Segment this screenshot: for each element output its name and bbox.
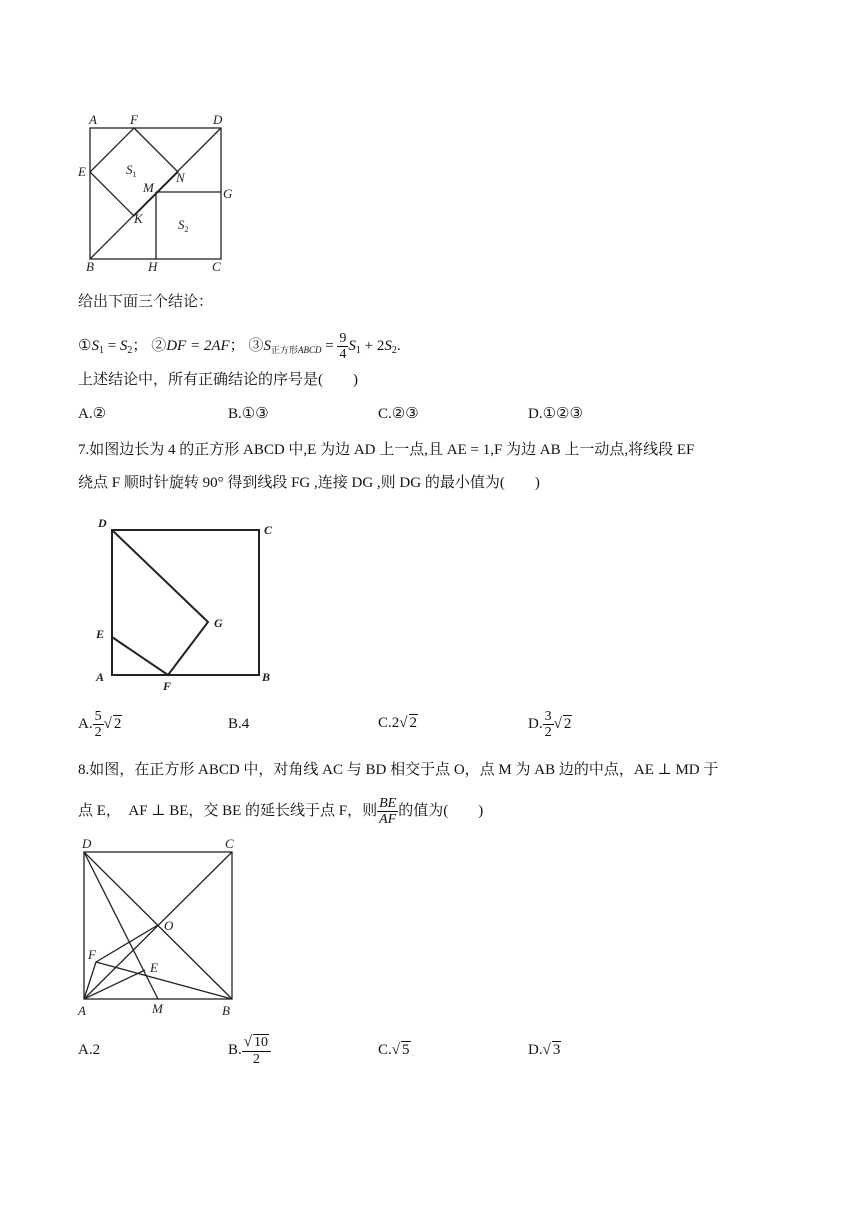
label-f: F	[88, 947, 96, 962]
subscript: 1	[355, 344, 361, 356]
symbol-s: S	[263, 337, 271, 354]
q8-option-b[interactable]	[228, 1030, 271, 1070]
q6-intro: 给出下面三个结论：	[78, 294, 214, 310]
symbol-s: S	[119, 337, 128, 354]
numerator: 3	[544, 709, 552, 725]
q8-figure	[72, 834, 247, 1019]
denominator: 2	[544, 725, 552, 741]
q6-conclusions	[78, 331, 401, 362]
radicand: 10	[254, 1035, 268, 1051]
q6-option-c[interactable]: C.②③	[378, 406, 419, 422]
q6-option-d[interactable]: D.①②③	[528, 406, 583, 422]
q7-line-1: 7.如图边长为 4 的正方形 ABCD 中,E 为边 AD 上一点,且 AE = 1,F 为边 AB 上一动点,将线段 EF	[78, 442, 695, 458]
sqrt-sign-icon: √	[243, 1034, 252, 1051]
q8-line-2-start: 点 E， AF ⊥ BE，交 BE 的延长线于点 F，则	[78, 803, 378, 819]
conclusion-2-expression: DF = 2AF	[166, 337, 230, 354]
label-d: D	[213, 112, 223, 127]
q8-line-2-end: 的值为( )	[398, 803, 484, 819]
separator: ；	[132, 337, 148, 354]
segment-ae	[84, 970, 145, 999]
subscript-abcd: ABCD	[297, 344, 322, 355]
radicand: 5	[402, 1042, 410, 1058]
subscript-square: 正方形	[270, 344, 298, 355]
label-c: C	[225, 836, 234, 851]
label-a: A	[89, 112, 97, 127]
q7-option-d[interactable]	[528, 706, 572, 742]
label-b: B	[86, 259, 94, 274]
label-m: M	[143, 180, 154, 195]
label-k: K	[134, 211, 143, 226]
label-e: E	[150, 960, 158, 975]
equals: =	[103, 337, 120, 354]
coefficient: 2	[391, 715, 400, 731]
q7-option-c[interactable]	[378, 713, 418, 733]
denominator: AF	[379, 812, 397, 828]
fraction-be-af	[377, 796, 398, 827]
sqrt-sign-icon: √	[553, 716, 562, 732]
q8-line-1: 8.如图，在正方形 ABCD 中，对角线 AC 与 BD 相交于点 O，点 M 为 AB 边的中点，AE ⊥ MD 于	[78, 762, 719, 778]
label-e: E	[96, 627, 105, 641]
separator: ；	[229, 337, 245, 354]
label-f: F	[130, 112, 138, 127]
q6-figure	[74, 110, 244, 275]
symbol-s: S	[91, 337, 99, 354]
option-letter: C.	[378, 715, 392, 731]
symbol-s: S	[348, 337, 356, 354]
subscript: 2	[391, 344, 397, 356]
q8-option-d[interactable]	[528, 1040, 561, 1060]
q6-option-b[interactable]: B.①③	[228, 406, 269, 422]
q8-line-2	[78, 792, 483, 830]
option-letter: B.	[228, 1042, 242, 1058]
radicand: 2	[563, 716, 572, 732]
label-c: C	[264, 523, 273, 537]
label-s1: $S_1$	[126, 162, 137, 179]
path-d-g-f-e	[112, 530, 208, 675]
label-d: D	[98, 516, 107, 530]
q6-question: 上述结论中，所有正确结论的序号是( )	[78, 372, 358, 388]
radicand: 2	[113, 716, 122, 732]
q7-figure	[92, 512, 282, 690]
q7-line-2: 绕点 F 顺时针旋转 90° 得到线段 FG ,连接 DG ,则 DG 的最小值为( )	[78, 475, 540, 491]
fraction	[543, 709, 554, 740]
label-e: E	[78, 164, 86, 179]
label-m: M	[152, 1001, 163, 1016]
label-h: H	[148, 259, 158, 274]
label-b: B	[262, 670, 271, 684]
path-a-f-b	[84, 962, 232, 999]
option-letter: A.	[78, 716, 93, 732]
q7-option-b[interactable]: B.4	[228, 716, 250, 732]
denominator: 2	[252, 1052, 260, 1068]
period: .	[396, 337, 401, 354]
sqrt-sign-icon: √	[542, 1042, 551, 1058]
conclusion-1-number: ①	[78, 337, 92, 354]
label-g: G	[223, 186, 233, 201]
segment-dm	[84, 852, 158, 999]
numerator: BE	[379, 796, 397, 812]
numerator: 5	[94, 709, 102, 725]
option-letter: D.	[528, 716, 543, 732]
sqrt-sign-icon: √	[399, 715, 408, 731]
conclusion-3-number: ③	[248, 337, 264, 354]
label-c: C	[212, 259, 221, 274]
q8-option-c[interactable]	[378, 1040, 411, 1060]
conclusion-2-number: ②	[151, 337, 167, 354]
radicand: 3	[552, 1042, 561, 1058]
sqrt-sign-icon: √	[391, 1042, 400, 1058]
label-s2: $S_2$	[178, 217, 189, 234]
symbol-s: S	[384, 337, 392, 354]
fraction	[242, 1034, 271, 1067]
label-a: A	[78, 1003, 86, 1018]
q7-option-a[interactable]	[78, 706, 122, 742]
equals: =	[321, 337, 338, 354]
option-letter: D.	[528, 1042, 543, 1058]
subscript: 1	[98, 344, 104, 356]
label-g: G	[214, 616, 223, 630]
denominator: 4	[339, 347, 347, 362]
label-f: F	[163, 679, 172, 690]
fraction	[93, 709, 104, 740]
fraction-9-4	[337, 331, 348, 362]
sqrt-sign-icon: √	[103, 716, 112, 732]
label-d: D	[82, 836, 92, 851]
option-letter: C.	[378, 1042, 392, 1058]
radicand: 2	[409, 715, 417, 731]
q8-option-a[interactable]: A.2	[78, 1042, 101, 1058]
plus-two: + 2	[360, 337, 385, 354]
numerator: 9	[339, 331, 347, 346]
label-o: O	[164, 918, 174, 933]
label-b: B	[222, 1003, 230, 1018]
denominator: 2	[94, 725, 102, 741]
label-a: A	[96, 670, 105, 684]
label-n: N	[176, 170, 185, 185]
q6-option-a[interactable]: A.②	[78, 406, 107, 422]
subscript: 2	[127, 344, 133, 356]
